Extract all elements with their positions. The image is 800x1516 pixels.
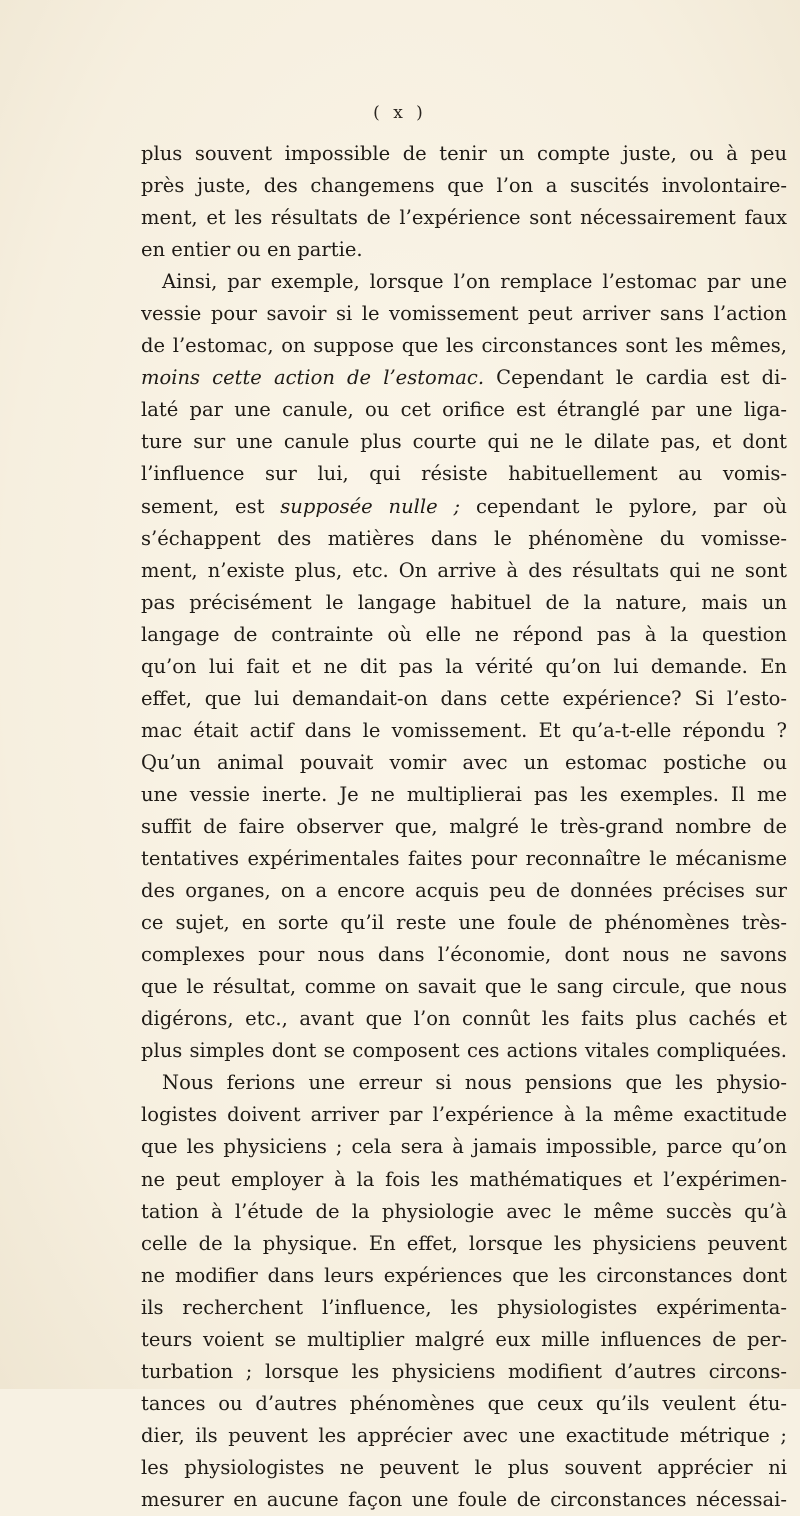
text-line: effet, que lui demandait-on dans cette expérience? Si l’esto- — [141, 686, 787, 710]
text-line: tances ou d’autres phénomènes que ceux qu’ils veulent étu- — [141, 1391, 787, 1415]
text-line: ne modifier dans leurs expériences que les circonstances dont — [141, 1263, 787, 1287]
text-line: ment, et les résultats de l’expérience sont nécessairement faux — [141, 206, 787, 230]
text-line: des organes, on a encore acquis peu de données précises sur — [141, 879, 787, 903]
text-line: Qu’un animal pouvait vomir avec un estomac postiche ou — [141, 750, 787, 774]
text-line: l’influence sur lui, qui résiste habituellement au vomis- — [141, 462, 787, 486]
page-number: ( x ) — [373, 103, 427, 123]
text-line: de l’estomac, on suppose que les circonstances sont les mêmes, — [141, 334, 787, 358]
text-line: logistes doivent arriver par l’expérience à la même exactitude — [141, 1103, 787, 1127]
text-line: ils recherchent l’influence, les physiologistes expérimenta- — [141, 1295, 787, 1319]
text-line — [141, 362, 787, 394]
text-line: tation à l’étude de la physiologie avec le même succès qu’à — [141, 1199, 787, 1223]
text-line: langage de contrainte où elle ne répond pas à la question — [141, 622, 787, 646]
text-span: sement, est — [141, 494, 281, 518]
text-line: digérons, etc., avant que l’on connût les faits plus cachés et — [141, 1007, 787, 1031]
text-line: ture sur une canule plus courte qui ne le dilate pas, et dont — [141, 430, 787, 454]
text-line: que les physiciens ; cela sera à jamais impossible, parce qu’on — [141, 1135, 787, 1159]
text-line: ne peut employer à la fois les mathématiques et l’expérimen- — [141, 1167, 787, 1191]
text-line: ment, n’existe plus, etc. On arrive à des résultats qui ne sont — [141, 558, 787, 582]
text-line: qu’on lui fait et ne dit pas la vérité qu’on lui demande. En — [141, 654, 787, 678]
text-line: mesurer en aucune façon une foule de circonstances nécessai- — [141, 1487, 787, 1511]
text-line: près juste, des changemens que l’on a suscités involontaire- — [141, 174, 787, 198]
text-line: mac était actif dans le vomissement. Et qu’a-t-elle répondu ? — [141, 718, 787, 742]
body-text — [141, 138, 787, 1516]
text-line: plus souvent impossible de tenir un compte juste, ou à peu — [141, 142, 787, 165]
text-span: Cependant le cardia est di- — [484, 366, 787, 390]
italic-phrase: supposée nulle ; — [280, 494, 461, 518]
text-line: tentatives expérimentales faites pour reconnaître le mécanisme — [141, 847, 787, 871]
text-line: turbation ; lorsque les physiciens modifient d’autres circons- — [141, 1359, 787, 1383]
text-line: plus simples dont se composent ces actions vitales compliquées. — [141, 1039, 787, 1063]
paragraph-start-line: Nous ferions une erreur si nous pensions que les physio- — [162, 1071, 787, 1095]
text-line: s’échappent des matières dans le phénomène du vomisse- — [141, 526, 787, 550]
paragraph-start-line: Ainsi, par exemple, lorsque l’on remplace l’estomac par une — [162, 270, 787, 294]
text-line: celle de la physique. En effet, lorsque les physiciens peuvent — [141, 1231, 787, 1255]
text-line: complexes pour nous dans l’économie, dont nous ne savons — [141, 943, 787, 967]
text-line: vessie pour savoir si le vomissement peut arriver sans l’action — [141, 302, 787, 326]
text-line: que le résultat, comme on savait que le sang circule, que nous — [141, 975, 787, 999]
text-line: une vessie inerte. Je ne multiplierai pas les exemples. Il me — [141, 782, 787, 806]
text-line: les physiologistes ne peuvent le plus souvent apprécier ni — [141, 1455, 787, 1479]
italic-phrase: moins cette action de l’estomac. — [141, 366, 485, 390]
text-span: cependant le pylore, par où — [460, 494, 787, 518]
text-line: suffit de faire observer que, malgré le très-grand nombre de — [141, 814, 787, 838]
text-line: laté par une canule, ou cet orifice est étranglé par une liga- — [141, 398, 787, 422]
text-line: en entier ou en partie. — [141, 238, 363, 262]
text-line: ce sujet, en sorte qu’il reste une foule de phénomènes très- — [141, 911, 787, 935]
text-line — [141, 491, 787, 523]
text-line: pas précisément le langage habituel de la nature, mais un — [141, 590, 787, 614]
text-line: teurs voient se multiplier malgré eux mille influences de per- — [141, 1327, 787, 1351]
text-line: dier, ils peuvent les apprécier avec une exactitude métrique ; — [141, 1423, 787, 1447]
